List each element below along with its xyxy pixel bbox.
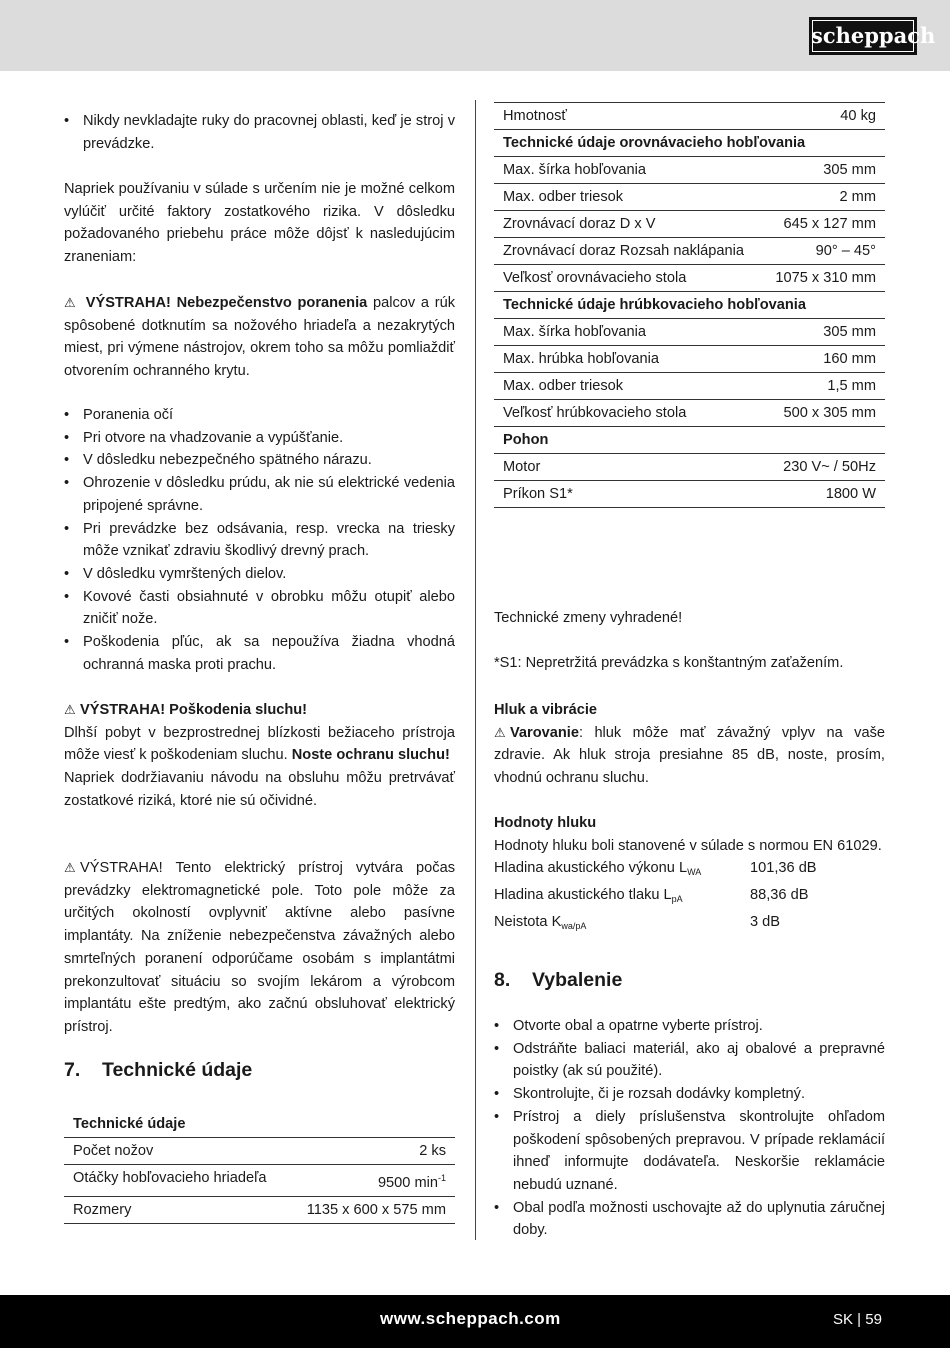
noise-label xyxy=(494,911,750,938)
table-header-row xyxy=(64,1111,455,1138)
technical-changes-note: Technické zmeny vyhradené! xyxy=(494,610,683,626)
value-text: 230 V~ / 50Hz xyxy=(783,459,876,475)
table-cell-value xyxy=(762,373,885,400)
list-item: • Pri prevádzke bez odsávania, resp. vrecka na triesky môže vznikať zdraviu škodlivý drevný prach. xyxy=(64,518,455,563)
table-row xyxy=(494,400,885,427)
noise-label xyxy=(494,857,750,884)
list-item: • Odstráňte baliaci materiál, ako aj obalové a prepravné poistky (ak sú použité). xyxy=(494,1038,885,1083)
table-section-row xyxy=(494,292,885,319)
value-text: 305 mm xyxy=(823,162,876,178)
footer-bar xyxy=(0,1295,950,1348)
table-cell-value xyxy=(762,400,885,427)
table-cell-value xyxy=(288,1138,455,1165)
list-item: • V dôsledku nebezpečného spätného nárazu. xyxy=(64,449,455,472)
table-row xyxy=(494,157,885,184)
table-cell-label: Max. odber triesok xyxy=(494,373,762,400)
scheppach-logo: scheppach xyxy=(809,17,917,55)
warning-injury xyxy=(64,292,455,383)
left-column xyxy=(64,0,455,1290)
website-link[interactable]: www.scheppach.com xyxy=(380,1309,561,1328)
list-item: • Otvorte obal a opatrne vyberte prístroj. xyxy=(494,1015,885,1038)
noise-values-text: Hodnoty hluku boli stanovené v súlade s normou EN 61029. xyxy=(494,837,882,854)
noise-heading: Hluk a vibrácie xyxy=(494,702,598,718)
table-cell-value xyxy=(762,346,885,373)
noise-value: 3 dB xyxy=(750,913,781,930)
table-row xyxy=(494,238,885,265)
table-row xyxy=(494,184,885,211)
list-item: • Nikdy nevkladajte ruky do pracovnej oblasti, keď je stroj v prevádzke. xyxy=(64,110,455,155)
table-cell-label: Zrovnávací doraz D x V xyxy=(494,211,762,238)
noise-value-row xyxy=(494,911,885,938)
value-superscript: -1 xyxy=(437,1173,446,1183)
list-item: • Poranenia očí xyxy=(64,404,455,427)
table-section-label: Pohon xyxy=(494,427,885,454)
table-cell-value xyxy=(762,211,885,238)
noise-label xyxy=(494,884,750,911)
warning-triangle-icon: ⚠ xyxy=(494,724,506,740)
value-text: 90° – 45° xyxy=(815,243,876,259)
value-text: 9500 min xyxy=(377,1175,438,1191)
page-number: SK | 59 xyxy=(833,1311,882,1328)
warning-triangle-icon: ⚠ xyxy=(64,860,76,875)
table-cell-label: Motor xyxy=(494,454,762,481)
table-row xyxy=(494,346,885,373)
warning-emf-text: VÝSTRAHA! Tento elektrický prístroj vytvára počas prevádzky elektromagnetické pole. Toto pole môže za určitých okolností ovplyvniť aktívne alebo pasívne implantáty. Na zníženie nebezpečenstva závažných alebo smrteľných poranení odporúčame osobám s implantátmi prekonzultovať situáciu so svojím lekárom a výrobcom implantátu ešte predtým, ako začnú obsluhovať elektrický prístroj. xyxy=(64,860,455,1035)
noise-vibration-section xyxy=(494,699,885,790)
table-row xyxy=(494,373,885,400)
table-row xyxy=(64,1165,455,1197)
value-text: 500 x 305 mm xyxy=(783,405,876,421)
value-text: 160 mm xyxy=(823,351,876,367)
table-cell-label: Otáčky hobľovacieho hriadeľa xyxy=(64,1165,288,1197)
noise-label-subscript: pA xyxy=(671,894,683,905)
table-row xyxy=(494,454,885,481)
table-row xyxy=(494,319,885,346)
residual-risk-intro: Napriek používaniu v súlade s určením nie je možné celkom vylúčiť určité faktory zostatkového rizika. V dôsledku požadovaného priebehu práce môže dôjsť k nasledujúcim zraneniam: xyxy=(64,181,455,266)
value-text: 645 x 127 mm xyxy=(783,216,876,232)
section-number: 7. xyxy=(64,1059,81,1081)
noise-value-row xyxy=(494,884,885,911)
list-item: • Poškodenia pľúc, ak sa nepoužíva žiadna vhodná ochranná maska proti prachu. xyxy=(64,631,455,676)
value-text: 2 ks xyxy=(419,1143,446,1159)
noise-value: 88,36 dB xyxy=(750,887,809,904)
table-section-label: Technické údaje hrúbkovacieho hobľovania xyxy=(494,292,885,319)
table-row xyxy=(494,211,885,238)
warning-title: VÝSTRAHA! xyxy=(85,295,171,311)
value-text: 1800 W xyxy=(825,486,876,502)
noise-values-section xyxy=(494,812,885,938)
injury-list xyxy=(64,404,455,676)
list-item: • Pri otvore na vhadzovanie a vypúšťanie. xyxy=(64,427,455,450)
table-cell-label: Max. hrúbka hobľovania xyxy=(494,346,762,373)
noise-value-row xyxy=(494,857,885,884)
section-title: Vybalenie xyxy=(532,969,623,991)
section-number: 8. xyxy=(494,969,511,991)
table-cell-label: Max. odber triesok xyxy=(494,184,762,211)
list-item: • Skontrolujte, či je rozsah dodávky kompletný. xyxy=(494,1083,885,1106)
unpack-list xyxy=(494,1015,885,1242)
noise-label-subscript: WA xyxy=(687,867,702,878)
noise-label-subscript: wa/pA xyxy=(561,920,587,931)
table-row xyxy=(494,481,885,508)
table-cell-value xyxy=(762,103,885,130)
warning-emf xyxy=(64,857,455,1039)
table-cell-value xyxy=(762,238,885,265)
warning-text: palcov a rúk spôsobené dotknutím sa nožového hriadeľa a nezakrytých miest, pri výmene nástrojov, okrem toho sa môžu pomliaždiť otvorením ochranného krytu. xyxy=(64,295,455,380)
noise-label-text: Hladina akustického výkonu L xyxy=(494,860,688,877)
noise-label-text: Hladina akustického tlaku L xyxy=(494,887,672,904)
warning-hearing xyxy=(64,699,455,813)
noise-warning-text: : hluk môže mať závažný vplyv na vaše zdravie. Ak hluk stroja presiahne 85 dB, noste, prosím, vhodnú ochranu sluchu. xyxy=(494,724,885,787)
table-cell-label: Veľkosť orovnávacieho stola xyxy=(494,265,762,292)
warning-hearing-title: VÝSTRAHA! Poškodenia sluchu! xyxy=(80,702,308,718)
list-item: • Prístroj a diely príslušenstva skontrolujte ohľadom poškodení spôsobených prepravou. V prípade reklamácií ihneď informujte dodávateľa. Neskoršie reklamácie nebudú uznané. xyxy=(494,1106,885,1197)
noise-value: 101,36 dB xyxy=(750,860,817,877)
section-8-heading xyxy=(494,967,622,993)
column-divider xyxy=(475,100,476,1240)
table-cell-label: Príkon S1* xyxy=(494,481,762,508)
section-7-heading xyxy=(64,1057,252,1083)
warning-hearing-text: Dlhší pobyt v bezprostrednej blízkosti bežiaceho prístroja môže viesť k poškodeniam sluchu. xyxy=(64,724,455,764)
warning-bold-text: Nebezpečenstvo poranenia xyxy=(176,295,368,311)
table-row xyxy=(494,103,885,130)
top-bullet-list xyxy=(64,110,455,155)
tech-data-table-right xyxy=(494,102,885,508)
warning-triangle-icon: ⚠ xyxy=(64,295,76,310)
table-section-row xyxy=(494,427,885,454)
table-cell-value xyxy=(762,319,885,346)
table-cell-value xyxy=(288,1197,455,1224)
warning-triangle-icon: ⚠ xyxy=(64,702,76,717)
list-item: • Obal podľa možnosti uschovajte až do uplynutia záručnej doby. xyxy=(494,1197,885,1242)
table-cell-value xyxy=(762,157,885,184)
table-row xyxy=(64,1138,455,1165)
table-cell-value xyxy=(762,454,885,481)
list-item: • Ohrozenie v dôsledku prúdu, ak nie sú elektrické vedenia pripojené správne. xyxy=(64,472,455,517)
value-text: 305 mm xyxy=(823,324,876,340)
residual-risk-note: Napriek dodržiavaniu návodu na obsluhu môžu pretrvávať zostatkové riziká, ktoré nie sú očividné. xyxy=(64,770,455,809)
table-cell-label: Rozmery xyxy=(64,1197,288,1224)
table-cell-value xyxy=(762,481,885,508)
table-cell-value xyxy=(762,184,885,211)
s1-footnote: *S1: Nepretržitá prevádzka s konštantným zaťažením. xyxy=(494,655,844,671)
table-row xyxy=(64,1197,455,1224)
table-cell-label: Hmotnosť xyxy=(494,103,762,130)
table-cell-label: Počet nožov xyxy=(64,1138,288,1165)
table-header: Technické údaje xyxy=(73,1116,186,1132)
noise-warning-bold: Varovanie xyxy=(510,724,579,741)
table-cell-value xyxy=(762,265,885,292)
tech-data-table-left xyxy=(64,1111,455,1224)
value-text: 1075 x 310 mm xyxy=(775,270,876,286)
table-cell-label: Max. šírka hobľovania xyxy=(494,157,762,184)
table-cell-value xyxy=(288,1165,455,1197)
table-cell-label: Veľkosť hrúbkovacieho stola xyxy=(494,400,762,427)
section-title: Technické údaje xyxy=(102,1059,253,1081)
noise-label-text: Neistota K xyxy=(494,913,562,930)
warning-hearing-bold: Noste ochranu sluchu! xyxy=(291,747,450,764)
table-section-row xyxy=(494,130,885,157)
table-section-label: Technické údaje orovnávacieho hobľovania xyxy=(494,130,885,157)
value-text: 40 kg xyxy=(840,108,876,124)
value-text: 1135 x 600 x 575 mm xyxy=(306,1202,446,1218)
table-row xyxy=(494,265,885,292)
table-cell-label: Max. šírka hobľovania xyxy=(494,319,762,346)
list-item: • Kovové časti obsiahnuté v obrobku môžu otupiť alebo zničiť nože. xyxy=(64,586,455,631)
list-item: • V dôsledku vymrštených dielov. xyxy=(64,563,455,586)
value-text: 2 mm xyxy=(839,189,876,205)
table-cell-label: Zrovnávací doraz Rozsah naklápania xyxy=(494,238,762,265)
value-text: 1,5 mm xyxy=(827,378,876,394)
noise-values-heading: Hodnoty hluku xyxy=(494,815,597,831)
right-column xyxy=(494,0,885,1290)
